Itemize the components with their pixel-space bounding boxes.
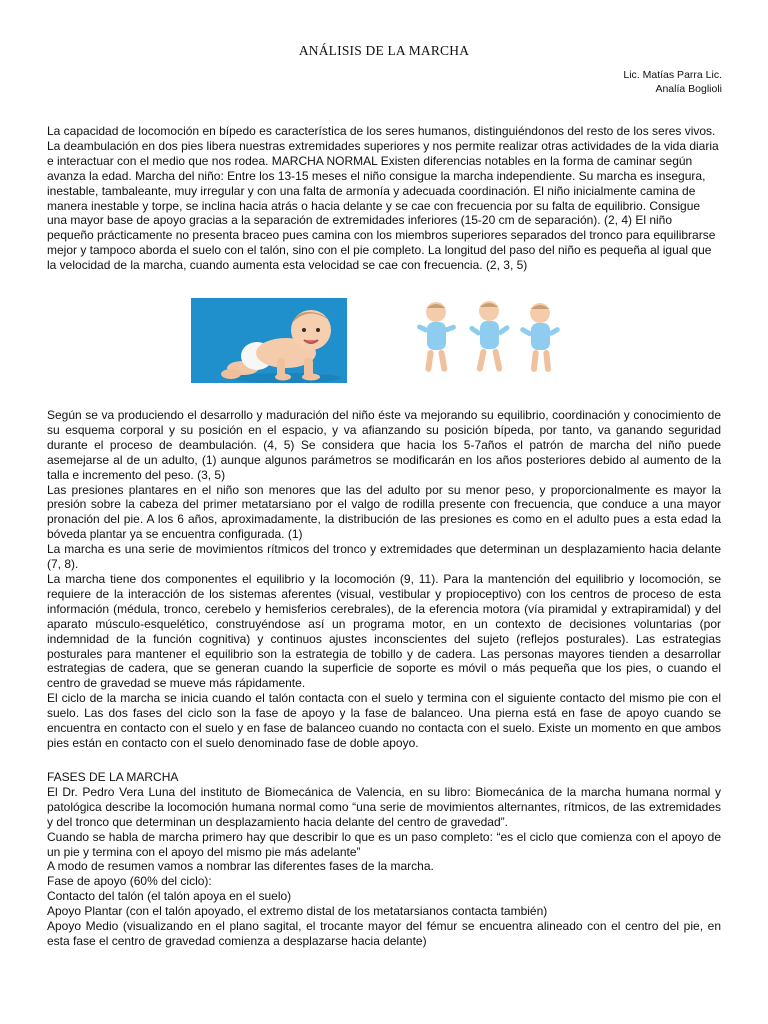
- paragraph-fase-apoyo: Fase de apoyo (60% del ciclo):: [47, 874, 212, 889]
- crawling-baby-image: [191, 298, 347, 383]
- phases-section: [47, 770, 721, 949]
- paragraph-intro: La capacidad de locomoción en bípedo es característica de los seres humanos, distinguiéndonos del resto de los seres vivos. La deambulación en dos pies libera nuestras extremidades superiores y nos permite realizar otras actividades de la vida diaria e interactuar con el medio que nos rodea. MARCHA NORMAL Existen diferencias notables en la forma de caminar según avanza la edad. Marcha del niño: Entre los 13-15 meses el niño consigue la marcha independiente. Su marcha es insegura, inestable, tambaleante, muy irregular y con una falta de armonía y adecuada coordinación. El niño inicialmente camina de manera inestable y torpe, se inclina hacia atrás o hacia delante y se cae con frecuencia por su falta de equilibrio. Consigue una mayor base de apoyo gracias a la separación de extremidades inferiores (15-20 cm de separación). (2, 4) El niño pequeño prácticamente no presenta braceo pues camina con los miembros superiores separados del tronco para equilibrarse mejor y tampoco aborda el suelo con el talón, sino con el pie completo. La longitud del paso del niño es pequeña al igual que la velocidad de la marcha, cuando aumenta esta velocidad se cae con frecuencia. (2, 3, 5): [47, 124, 719, 273]
- paragraph-vera-luna: El Dr. Pedro Vera Luna del instituto de Biomecánica de Valencia, en su libro: Biomecánica de la marcha humana normal y patológica describe la locomoción humana normal como “una serie de movimientos alternantes, rítmicos, de las extremidades y del tronco que determinan un desplazamiento hacia delante del centro de gravedad”.: [47, 784, 721, 829]
- walking-toddlers-illustration: [403, 298, 563, 380]
- paragraph-contacto-talon: Contacto del talón (el talón apoya en el suelo): [47, 889, 292, 904]
- paragraph-development: Según se va produciendo el desarrollo y maduración del niño éste va mejorando su equilibrio, coordinación y conocimiento de su esquema corporal y su posición en el espacio, y va afianzando su posición bípeda, por tanto, va ganando seguridad durante el proceso de deambulación. (4, 5) Se considera que hacia los 5-7años el patrón de marcha del niño puede asemejarse al de un adulto, (1) aunque algunos parámetros se modificarán en los años posteriores debido al aumento de la talla e incremento del peso. (3, 5): [47, 408, 721, 482]
- paragraph-paso-completo: Cuando se habla de marcha primero hay que describir lo que es un paso completo: “es el ciclo que comienza con el apoyo de un pie y termina con el apoyo del mismo pie más adelante”: [47, 829, 721, 859]
- paragraph-apoyo-medio: Apoyo Medio (visualizando en el plano sagital, el trocante mayor del fémur se encuentra alineado con el centro del pie, en esta fase el centro de gravedad comienza a desplazarse hacia delante): [47, 919, 721, 948]
- paragraph-definition: La marcha es una serie de movimientos rítmicos del tronco y extremidades que determinan un desplazamiento hacia delante (7, 8).: [47, 542, 721, 572]
- paragraph-plantar-pressure: Las presiones plantares en el niño son menores que las del adulto por su menor peso, y proporcionalmente es mayor la presión sobre la cabeza del primer metatarsiano por el valgo de rodilla presente con frecuencia, que conduce a una mayor pronación del pie. A los 6 años, aproximadamente, la distribución de las presiones es como en el adulto pues a esta edad la bóveda plantar ya se encuentra configurada. (1): [47, 482, 721, 542]
- section-heading-fases: FASES DE LA MARCHA: [47, 770, 179, 784]
- paragraph-components: La marcha tiene dos componentes el equilibrio y la locomoción (9, 11). Para la mantención del equilibrio y locomoción, se requiere de la interacción de los sistemas aferentes (visual, vestibular y propioceptivo) con los centros de proceso de esta información (médula, tronco, cerebelo y hemisferios cerebrales), de la eferencia motora (vía piramidal y extrapiramidal) y del aparato músculo-esquelético, construyéndose así un programa motor, en un contexto de decisiones voluntarias (por indemnidad de la función cognitiva) y continuos ajustes inconscientes del sujeto (reflejos posturales). Las estrategias posturales para mantener el equilibrio son la estrategia de tobillo y de cadera. Las personas mayores tienden a desarrollar estrategias de cadera, que se generan cuando la superficie de soporte es móvil o más pequeña que los pies, o cuando el centro de gravedad se mueve más rápidamente.: [47, 571, 721, 691]
- authors-line-2: Analía Boglioli: [655, 82, 722, 95]
- walking-toddlers-image: [403, 298, 563, 380]
- document-title: ANÁLISIS DE LA MARCHA: [298, 43, 470, 58]
- paragraph-gait-cycle: El ciclo de la marcha se inicia cuando el talón contacta con el suelo y termina con el siguiente contacto del mismo pie con el suelo. Las dos fases del ciclo son la fase de apoyo y la fase de balanceo. Una pierna está en fase de apoyo cuando se encuentra en contacto con el suelo y en fase de balanceo cuando no contacta con el suelo. Existe un momento en que ambos pies están en contacto con el suelo denominado fase de doble apoyo.: [47, 691, 721, 750]
- paragraph-apoyo-plantar: Apoyo Plantar (con el talón apoyado, el extremo distal de los metatarsianos contacta también): [47, 904, 548, 919]
- authors-line-1: Lic. Matías Parra Lic.: [623, 69, 722, 81]
- development-section: [47, 408, 721, 751]
- intro-section: [47, 124, 721, 273]
- crawling-baby-illustration: [191, 298, 347, 383]
- authors-block: [623, 69, 722, 96]
- paragraph-resumen: A modo de resumen vamos a nombrar las diferentes fases de la marcha.: [47, 859, 434, 874]
